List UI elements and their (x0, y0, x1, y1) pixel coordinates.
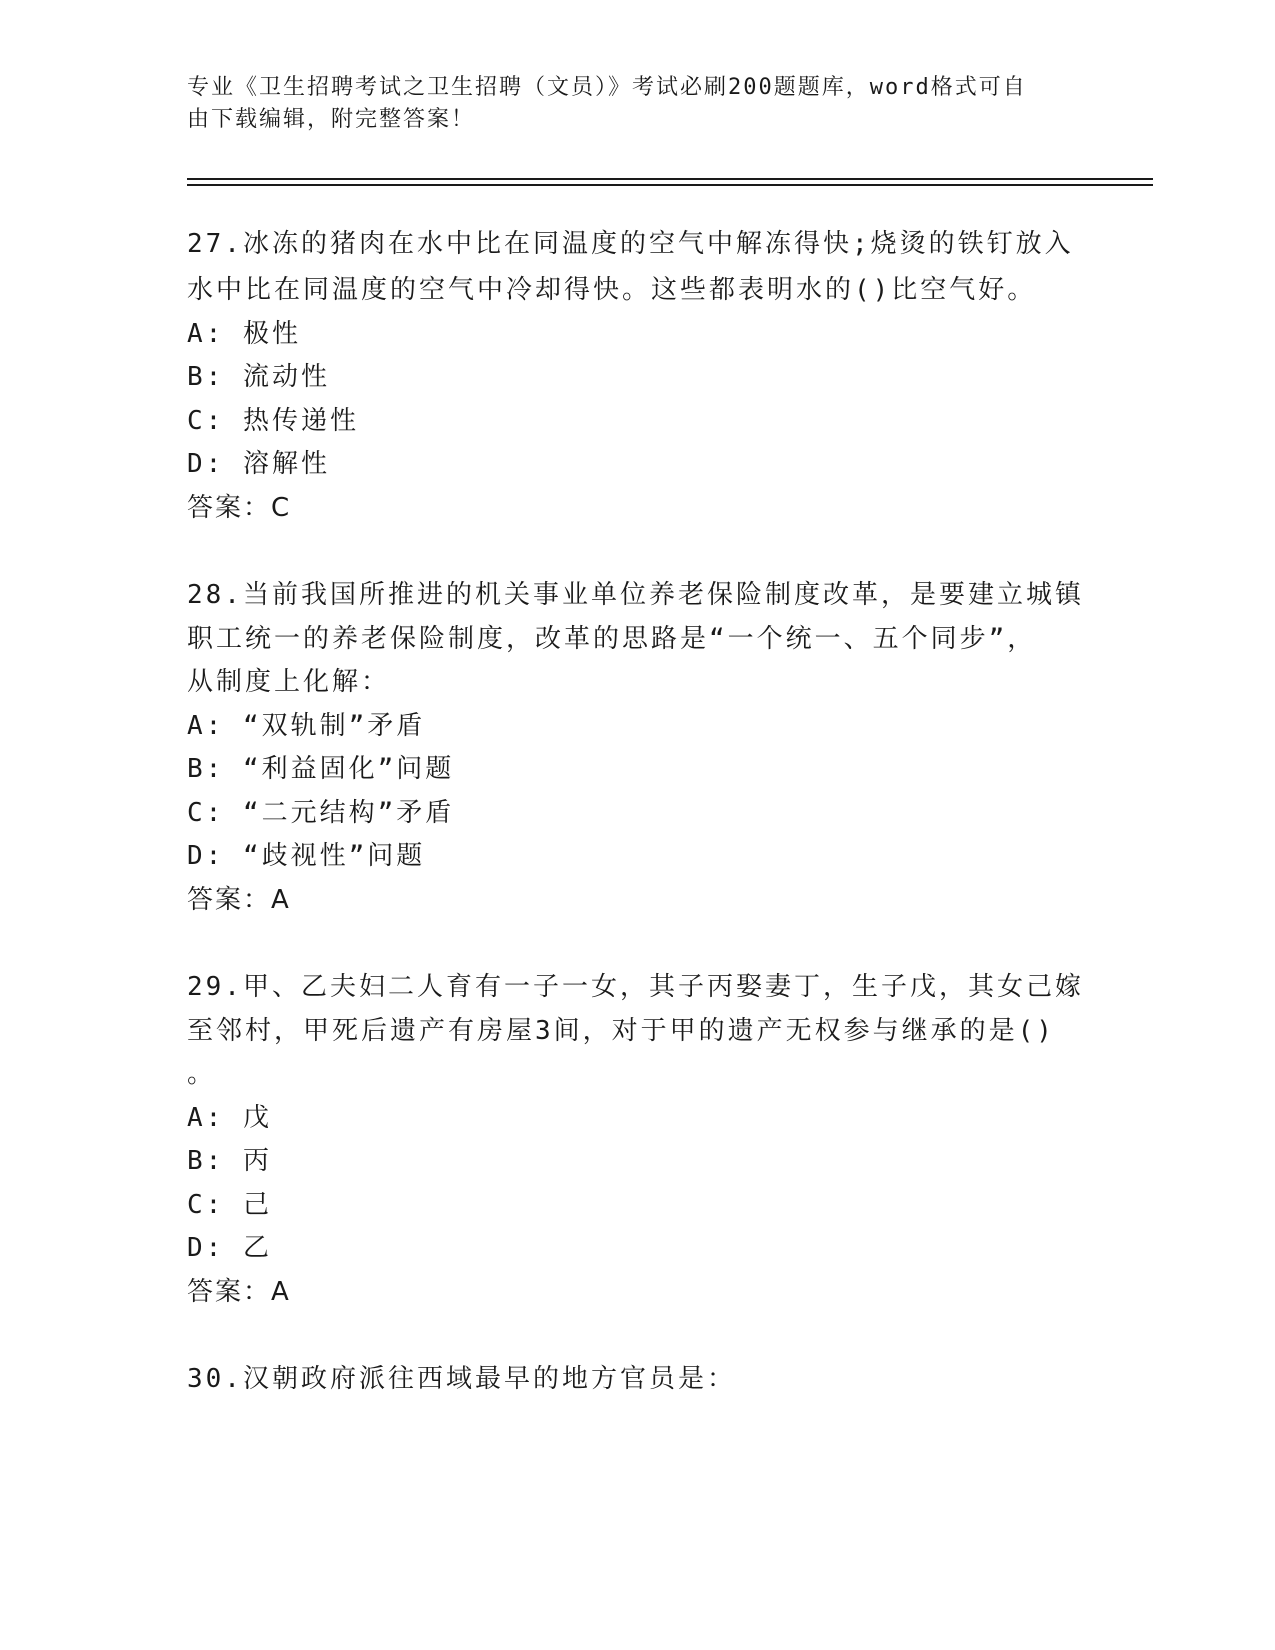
answer: 答案：C (187, 493, 292, 523)
answer: 答案：A (187, 1277, 291, 1307)
question-stem-line: 29.甲、乙夫妇二人育有一子一女，其子丙娶妻丁，生子戊，其女己嫁 (187, 972, 1084, 1002)
option-c: C: 热传递性 (187, 406, 359, 436)
header-line: 专业《卫生招聘考试之卫生招聘（文员）》考试必刷200题题库，word格式可自 (187, 75, 1027, 100)
question-stem-line: 水中比在同温度的空气中冷却得快。这些都表明水的()比空气好。 (187, 275, 1037, 305)
option-b: B: 丙 (187, 1146, 272, 1176)
question-stem-line: 。 (187, 1059, 217, 1089)
option-b: B: “利益固化”问题 (187, 754, 455, 784)
question-stem-line: 28.当前我国所推进的机关事业单位养老保险制度改革，是要建立城镇 (187, 580, 1084, 610)
option-a: A: 极性 (187, 319, 301, 349)
option-d: D: 溶解性 (187, 449, 330, 479)
question-stem-line: 30.汉朝政府派往西域最早的地方官员是： (187, 1364, 736, 1394)
question-stem-line: 职工统一的养老保险制度，改革的思路是“一个统一、五个同步”， (187, 624, 1037, 654)
question-stem-line: 至邻村，甲死后遗产有房屋3间，对于甲的遗产无权参与继承的是() (187, 1016, 1055, 1046)
option-a: A: 戊 (187, 1103, 272, 1133)
option-d: D: “歧视性”问题 (187, 841, 426, 871)
answer: 答案：A (187, 885, 291, 915)
question-stem-line: 27.冰冻的猪肉在水中比在同温度的空气中解冻得快;烧烫的铁钉放入 (187, 229, 1074, 259)
header-divider (187, 184, 1153, 186)
option-b: B: 流动性 (187, 362, 330, 392)
option-c: C: “二元结构”矛盾 (187, 798, 455, 828)
option-c: C: 己 (187, 1190, 272, 1220)
option-d: D: 乙 (187, 1233, 272, 1263)
header-description (187, 72, 1067, 136)
header-line: 由下载编辑，附完整答案！ (187, 107, 476, 132)
option-a: A: “双轨制”矛盾 (187, 711, 426, 741)
header-divider (187, 178, 1153, 180)
question-stem-line: 从制度上化解： (187, 667, 391, 697)
